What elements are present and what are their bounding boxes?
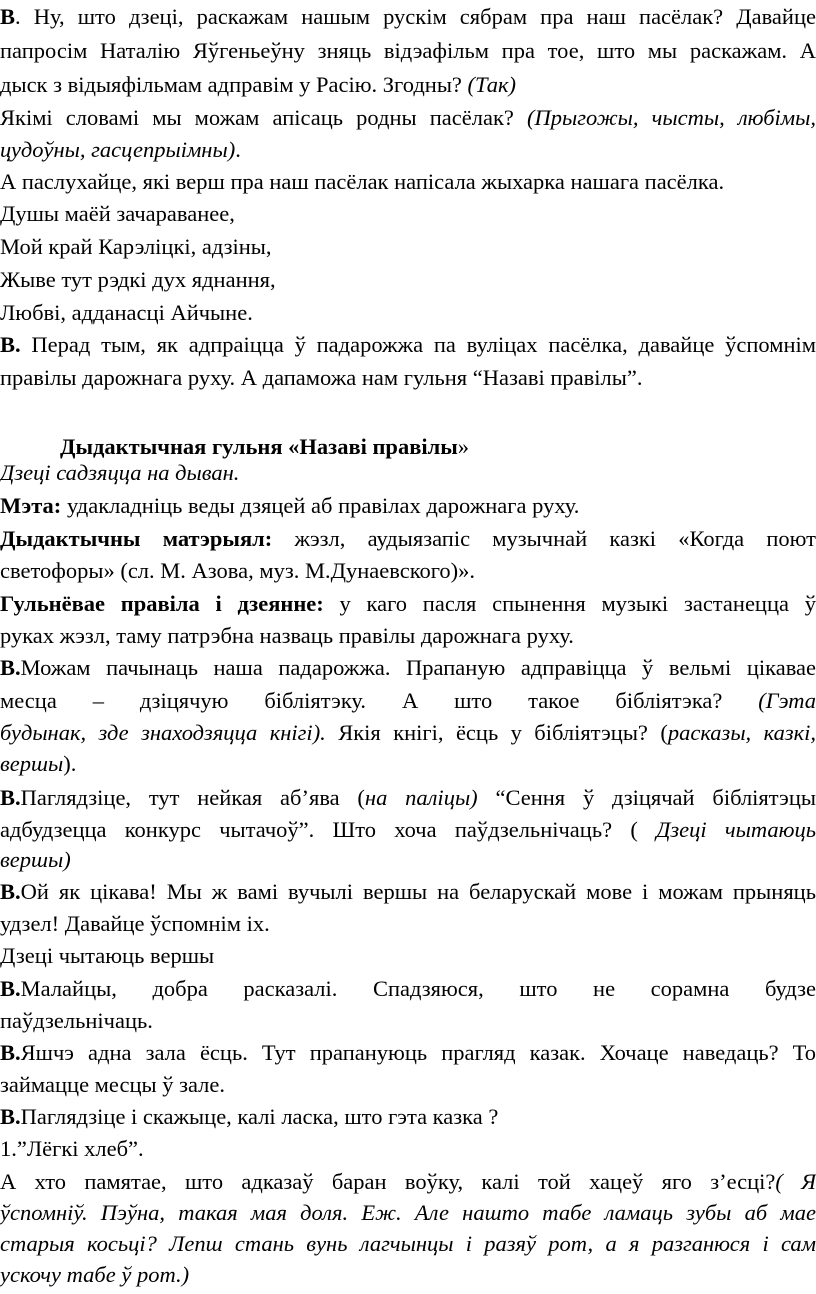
answer-text: ( Я — [775, 1169, 816, 1194]
answer-text: (Так) — [467, 72, 517, 97]
paragraph-6-line-1: В.Паглядзіце, тут нейкая аб’ява (на паліцы) “Сення ў дзіцячай бібліятэцы — [0, 785, 816, 810]
speaker-label: В. — [0, 1104, 21, 1129]
answer-text: цудоўны, гасцепрыімны) — [0, 137, 236, 162]
note-text: на паліцы) — [364, 785, 478, 810]
speaker-label: В. — [0, 879, 21, 904]
goal-label: Мэта: — [0, 493, 62, 518]
speaker-label: В. — [0, 655, 21, 680]
material-label: Дыдактычны матэрыял: — [0, 526, 273, 551]
answer-text: ўспомніў. Пэўна, такая мая доля. Еж. Але нашто табе ламаць зубы аб мае — [0, 1200, 816, 1225]
paragraph-13-line-1: А хто памятае, што адказаў баран воўку, калі той хацеў яго з’есці?( Я — [0, 1169, 816, 1194]
paragraph-13-line-4 — [0, 1260, 816, 1290]
paragraph-1-line-1: В. Ну, што дзеці, раскажам нашым рускім сябрам пра наш пасёлак? Давайце — [0, 4, 816, 29]
paragraph-9-line-1: В.Малайцы, добра расказалі. Спадзяюся, што не сорамна будзе — [0, 976, 816, 1001]
paragraph-11: В.Паглядзіце і скажыце, калі ласка, што гэта казка ? — [0, 1104, 499, 1129]
paragraph-12: 1.”Лёгкі хлеб”. — [0, 1136, 144, 1161]
speaker-label: В — [0, 4, 16, 29]
paragraph-5-line-2: месца – дзіцячую бібліятэку. А што такое бібліятэка? (Гэта — [0, 688, 816, 713]
answer-text: вершы — [0, 751, 64, 776]
game-note: Дзеці садзяцца на дыван. — [0, 460, 240, 485]
answer-text: расказы, казкі, — [667, 720, 816, 745]
rules-label: Гульнёвае правіла і дзеянне: — [0, 591, 324, 616]
answer-text: вершы) — [0, 847, 71, 872]
answer-text: Дзеці чытаюць — [637, 817, 816, 842]
game-rules-line-1: Гульнёвае правіла і дзеянне: у каго пасля спынення музыкі застанецца ў — [0, 591, 816, 616]
paragraph-4-line-2: правілы дарожнага руху. А дапаможа нам гульня “Назаві правілы”. — [0, 365, 643, 390]
speaker-label: В. — [0, 976, 21, 1001]
game-rules-line-2: руках жэзл, таму патрэбна назваць правілы дарожнага руху. — [0, 623, 574, 648]
answer-text: (Прыгожы, чысты, любімы, — [527, 105, 816, 130]
poem-line-1: Душы маёй зачараванее, — [0, 201, 235, 226]
paragraph-5-line-4: вершы). — [0, 751, 77, 776]
paragraph-7-line-1: В.Ой як цікава! Мы ж вамі вучылі вершы на беларускай мове і можам прыняць — [0, 879, 816, 904]
paragraph-2-line-1: Якімі словамі мы можам апісаць родны пасёлак? (Прыгожы, чысты, любімы, — [0, 105, 816, 130]
paragraph-2-line-2: цудоўны, гасцепрыімны). — [0, 137, 241, 162]
paragraph-6-line-2: адбудзецца конкурс чытачоў”. Што хоча паўдзельнічаць? ( Дзеці чытаюць — [0, 817, 816, 842]
answer-text: будынак, зде знаходзяцца кнігі). — [0, 720, 326, 745]
paragraph-6-line-3 — [0, 845, 816, 875]
paragraph-13-line-3 — [0, 1229, 816, 1259]
paragraph-5-line-1: В.Можам пачынаць наша падарожжа. Прапаную адправіцца ў вельмі цікавае — [0, 655, 816, 680]
game-goal: Мэта: удакладніць веды дзяцей аб правілах дарожнага руху. — [0, 493, 580, 518]
paragraph-10-line-2: займацце месцы ў зале. — [0, 1072, 226, 1097]
game-material-line-2: светофоры» (сл. М. Азова, муз. М.Дунаевского)». — [0, 558, 476, 583]
poem-line-2: Мой край Карэліцкі, адзіны, — [0, 234, 272, 259]
paragraph-8: Дзеці чытаюць вершы — [0, 943, 215, 968]
speaker-label: В. — [0, 785, 21, 810]
game-title: Дыдактычная гульня «Назаві правілы» — [60, 434, 470, 459]
speaker-label: В. — [0, 332, 21, 357]
paragraph-4-line-1: В. Перад тым, як адпраіцца ў падарожжа па вуліцах пасёлка, давайце ўспомнім — [0, 332, 816, 357]
speaker-label: В. — [0, 1040, 21, 1065]
paragraph-3: А паслухайце, які верш пра наш пасёлак напісала жыхарка нашага пасёлка. — [0, 169, 725, 194]
paragraph-9-line-2: паўдзельнічаць. — [0, 1008, 153, 1033]
poem-line-4: Любві, адданасці Айчыне. — [0, 300, 253, 325]
paragraph-7-line-2: удзел! Давайце ўспомнім іх. — [0, 911, 270, 936]
paragraph-10-line-1: В.Яшчэ адна зала ёсць. Тут прапануюць прагляд казак. Хочаце наведаць? То — [0, 1040, 816, 1065]
game-material-line-1: Дыдактычны матэрыял: жэзл, аудыязапіс музычнай казкі «Когда поют — [0, 526, 816, 551]
answer-text: старыя косьці? Лепш стань вунь лагчынцы і разяў рот, а я разганюся і сам — [0, 1231, 816, 1256]
poem-line-3: Жыве тут рэдкі дух яднання, — [0, 267, 276, 292]
paragraph-1-line-3: дыск з відыяфільмам адправім у Расію. Згодны? (Так) — [0, 72, 517, 97]
paragraph-13-line-2 — [0, 1198, 816, 1228]
answer-text: ускочу табе ў рот.) — [0, 1262, 190, 1287]
answer-text: (Гэта — [758, 688, 816, 713]
paragraph-1-line-2: папросім Наталію Яўгеньеўну зняць відэафільм пра тое, што мы раскажам. А — [0, 38, 816, 63]
paragraph-5-line-3: будынак, зде знаходзяцца кнігі). Якія кнігі, ёсць у бібліятэцы? (расказы, казкі, — [0, 720, 816, 745]
